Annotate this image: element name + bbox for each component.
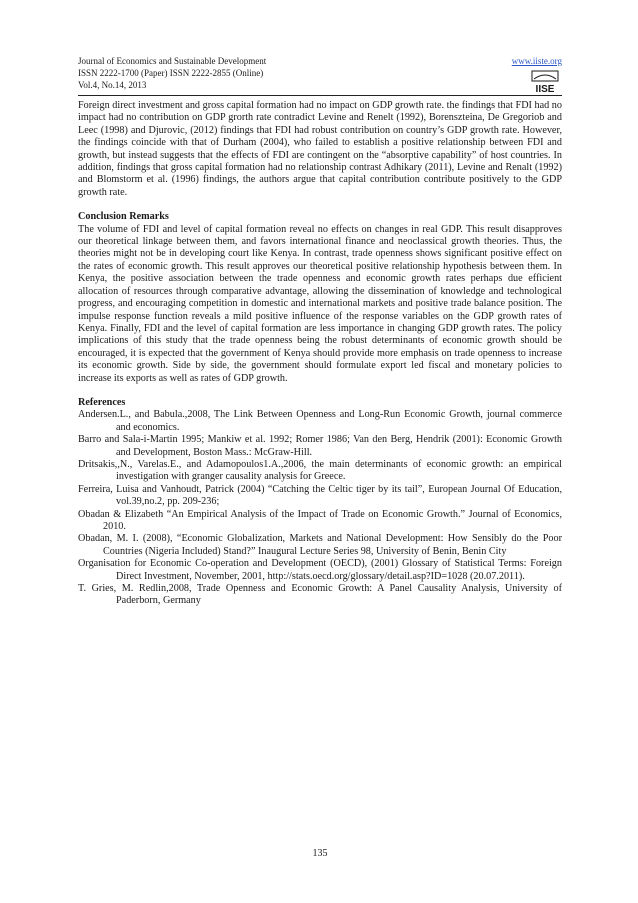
article-body [78, 100, 562, 608]
references-heading: References [78, 396, 126, 408]
journal-url-link[interactable]: www.iiste.org [511, 56, 562, 66]
journal-issn: ISSN 2222-1700 (Paper) ISSN 2222-2855 (Online) [78, 68, 264, 78]
journal-title: Journal of Economics and Sustainable Development [78, 56, 267, 66]
section-gap [78, 385, 562, 397]
reference-item: T. Gries, M. Redlin,2008, Trade Openness and Economic Growth: A Panel Causality Analysis, University of Paderborn, Germany [78, 583, 562, 607]
journal-info [78, 55, 562, 91]
reference-item: Dritsakis,,N., Varelas.E., and Adamopoulos1.A.,2006, the main determinants of economic growth: an empirical investigation with granger causality analysis for Greece. [78, 458, 562, 483]
reference-item: Obadan, M. I. (2008), “Economic Globalization, Markets and National Development: How Sensibly do the Poor Countries (Nigeria Included) Stand?” Inaugural Lecture Series 98, University of Benin, Benin City [78, 533, 562, 557]
references-list [78, 409, 562, 608]
page-number: 135 [312, 848, 328, 859]
intro-paragraph: Foreign direct investment and gross capital formation had no impact on GDP growth rate. the findings that FDI had no impact had no contribution on GDP grorth rate contradict Levine and Renelt (1992), Borenszteina, De Gregoriob and Leec (1998) and Djurovic, (2012) findings that FDI had robust contribution on country’s GDP growth rate. However, the findings coincide with that of Durham (2004), who failed to establish a positive relationship between FDI and growth, but instead suggests that the effects of FDI are contingent on the “absorptive capability” of host countries. In addition, findings that gross capital formation had no relationship contrast Adhikary (2011), Levine and Renalt (1992) and Blomstorm et al. (1996) findings, the authors argue that capital contribution contribute positively to the GDP growth rate. [78, 100, 562, 198]
reference-item: Obadan & Elizabeth “An Empirical Analysis of the Impact of Trade on Economic Growth.” Journal of Economics, 2010. [78, 508, 562, 532]
section-gap [78, 199, 562, 211]
reference-item: Organisation for Economic Co-operation and Development (OECD), (2001) Glossary of Statistical Terms: Foreign Direct Investment, November, 2001, http://stats.oecd.org/glossary/detail.asp?ID=1028 (20.07.2011). [78, 558, 562, 582]
reference-item: Ferreira, Luisa and Vanhoudt, Patrick (2004) “Catching the Celtic tiger by its tail”, European Journal Of Education, vol.39,no.2, pp. 209-236; [78, 483, 562, 508]
conclusion-heading: Conclusion Remarks [78, 211, 169, 223]
conclusion-paragraph: The volume of FDI and level of capital formation reveal no effects on changes in real GDP. This result disapproves our theoretical linkage between them, and favors international finance and neoclassical growth theories. Thus, the theories might not be in developing court like Kenya. In contrast, trade openness shows significant positive effect on the rates of economic growth. This result approves our theoretical positive relationship hypothesis between them. In Kenya, the positive association between the trade openness and economic growth rates perhaps due efficient allocation of resources through comparative advantage, allowing the dissemination of knowledge and technological progress, and encouraging competition in domestic and international markets and positive trade balance position. The impulse response function reveals a mild positive influence of the response variables on the GDP growth rates of Kenya. Finally, FDI and the level of capital formation are less importance in changing GDP growth rates. The policy implications of this study that the trade openness being the robust determinants of economic growth should be encouraged, it is expected that the government of Kenya should provide more emphasis on trade openness to increase its economic growth. Side by side, the government should formulate export led fiscal and monetary policies to increase its exports as well as rates of GDP growth. [78, 223, 562, 384]
reference-item: Andersen.L., and Babula.,2008, The Link Between Openness and Long-Run Economic Growth, journal commerce and economics. [78, 409, 562, 433]
journal-volume: Vol.4, No.14, 2013 [78, 80, 147, 90]
paper-page [78, 0, 562, 903]
svg-text:IISE: IISE [535, 84, 555, 95]
iiste-logo [530, 69, 560, 95]
journal-header [78, 55, 562, 95]
header-divider [78, 95, 562, 96]
reference-item: Barro and Sala-i-Martin 1995; Mankiw et al. 1992; Romer 1986; Van den Berg, Hendrik (2001): Economic Growth and Development, Boston Mass.: McGraw-Hill. [78, 434, 562, 458]
